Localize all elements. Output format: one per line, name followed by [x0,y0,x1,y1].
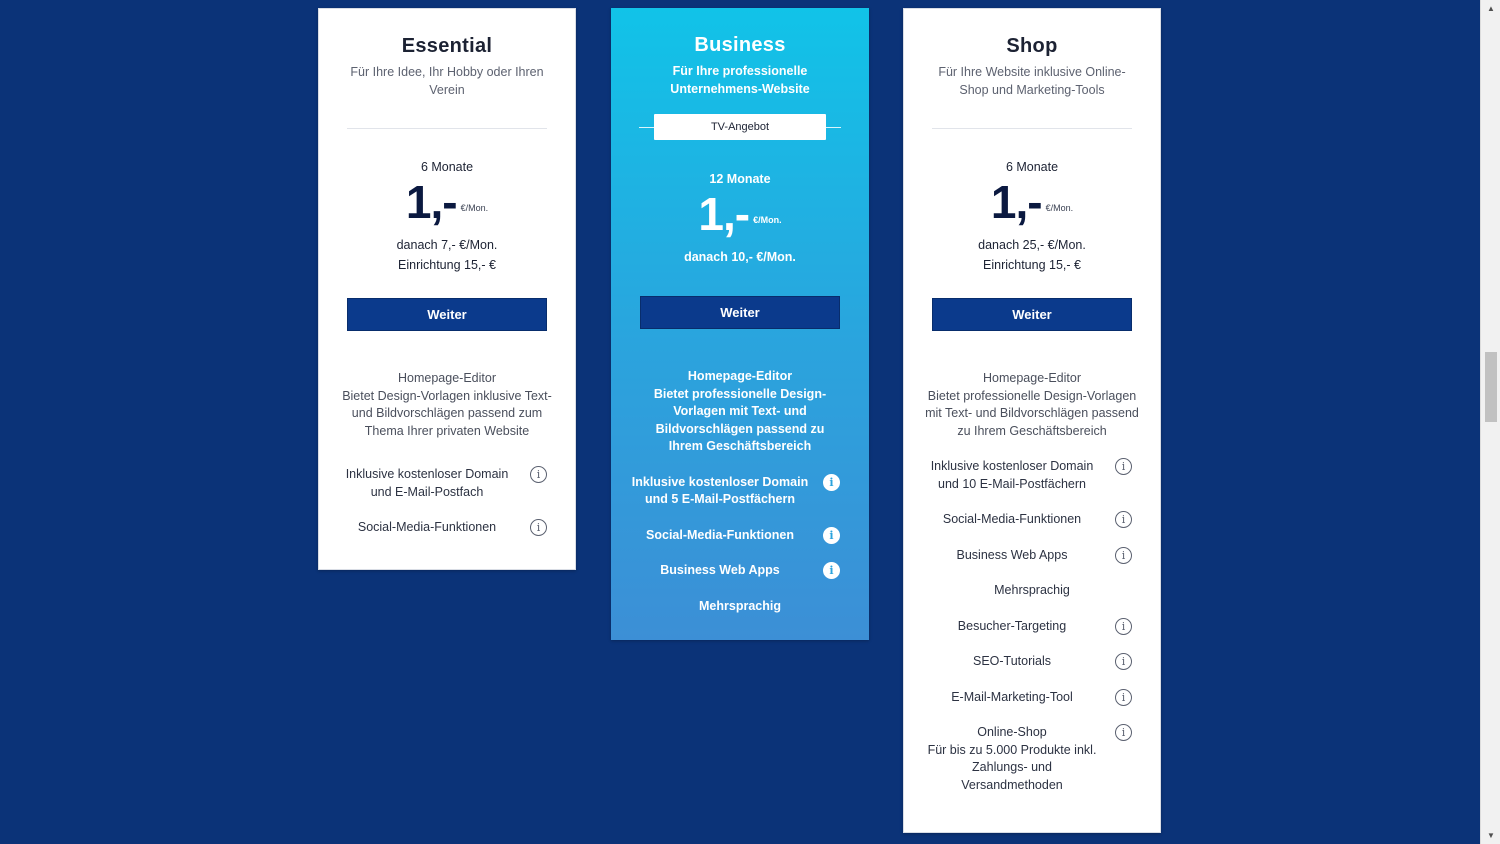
plan-title: Shop [1006,35,1058,57]
info-icon[interactable]: i [1115,618,1132,635]
info-icon[interactable]: i [1115,511,1132,528]
feature-label: Besucher-Targeting [957,618,1067,633]
price-amount: 1,- [990,176,1042,228]
scroll-up-arrow-icon[interactable]: ▲ [1487,4,1495,13]
plan-title: Essential [401,35,493,57]
info-icon[interactable]: i [823,562,840,579]
plan-description: Homepage-Editor Bietet professionelle Design-Vorlagen mit Text- und Bildvorschlägen passend zu Ihrem Geschäftsbereich [653,369,827,453]
info-icon[interactable]: i [1115,689,1132,706]
price-after: danach 7,- €/Mon. [396,238,498,252]
feature-domain [337,466,557,501]
plan-subtitle: Für Ihre professionelle Unternehmens-Website [670,64,810,96]
weiter-button-shop[interactable]: Weiter [932,298,1132,331]
info-icon[interactable]: i [530,519,547,536]
feature-domain [630,474,850,509]
info-icon[interactable]: i [1115,724,1132,741]
feature-label: Online-Shop Für bis zu 5.000 Produkte inkl. Zahlungs- und Versandmethoden [927,725,1097,792]
plan-title: Business [694,34,786,56]
feature-label: Inklusive kostenloser Domain und E-Mail-Postfach [345,467,509,499]
feature-label: Inklusive kostenloser Domain und 5 E-Mail-Postfächern [631,474,809,506]
plan-term: 6 Monate [1005,160,1059,174]
price-unit: €/Mon. [460,203,489,213]
feature-email-marketing [922,689,1142,707]
plan-description: Homepage-Editor Bietet professionelle Design-Vorlagen mit Text- und Bildvorschlägen passend zu Ihrem Geschäftsbereich [925,371,1139,438]
price [611,188,869,240]
feature-label: E-Mail-Marketing-Tool [951,689,1073,704]
feature-multilingual [922,582,1142,600]
info-icon[interactable]: i [530,466,547,483]
divider [932,128,1132,129]
price-unit: €/Mon. [1045,203,1074,213]
tv-offer-badge: TV-Angebot [654,114,826,140]
info-icon[interactable]: i [823,474,840,491]
feature-social-media [337,519,557,537]
weiter-button-business[interactable]: Weiter [640,296,840,329]
plan-term: 6 Monate [420,160,474,174]
feature-social-media [922,511,1142,529]
scroll-thumb[interactable] [1485,352,1497,422]
setup-fee: Einrichtung 15,- € [398,258,496,272]
feature-label: Mehrsprachig [994,583,1070,597]
feature-business-web-apps [922,547,1142,565]
feature-domain [922,458,1142,493]
divider [347,128,547,129]
feature-label: Mehrsprachig [699,598,781,613]
plan-card-shop [903,8,1161,833]
plan-card-essential [318,8,576,570]
price-amount: 1,- [698,188,750,240]
feature-label: SEO-Tutorials [972,654,1052,668]
feature-label: Social-Media-Funktionen [357,520,497,534]
info-icon[interactable]: i [1115,653,1132,670]
price-after: danach 25,- €/Mon. [978,238,1086,252]
feature-label: Business Web Apps [660,563,780,577]
plan-subtitle: Für Ihre Website inklusive Online-Shop und Marketing-Tools [938,65,1126,97]
feature-label: Social-Media-Funktionen [646,527,794,542]
price-after: danach 10,- €/Mon. [684,250,796,264]
feature-label: Social-Media-Funktionen [942,512,1082,526]
price-amount: 1,- [405,176,457,228]
info-icon[interactable]: i [823,527,840,544]
feature-online-shop [922,724,1142,794]
price [319,176,575,228]
info-icon[interactable]: i [1115,458,1132,475]
page-scrollbar[interactable] [1480,0,1500,844]
plan-description: Homepage-Editor Bietet Design-Vorlagen inklusive Text- und Bildvorschlägen passend zum Thema Ihrer privaten Website [342,371,552,438]
feature-label: Business Web Apps [956,547,1068,562]
weiter-button-essential[interactable]: Weiter [347,298,547,331]
plan-card-business [611,8,869,640]
price [904,176,1160,228]
setup-fee: Einrichtung 15,- € [983,258,1081,272]
feature-seo-tutorials [922,653,1142,671]
feature-label: Inklusive kostenloser Domain und 10 E-Mail-Postfächern [930,459,1094,491]
feature-visitor-targeting [922,618,1142,636]
scroll-down-arrow-icon[interactable]: ▼ [1487,831,1495,840]
feature-business-web-apps [630,562,850,580]
plan-term: 12 Monate [709,172,771,186]
info-icon[interactable]: i [1115,547,1132,564]
plan-subtitle: Für Ihre Idee, Ihr Hobby oder Ihren Verein [350,65,544,97]
price-unit: €/Mon. [753,215,782,225]
feature-multilingual [630,598,850,616]
feature-social-media [630,527,850,545]
badge-row [611,114,869,142]
